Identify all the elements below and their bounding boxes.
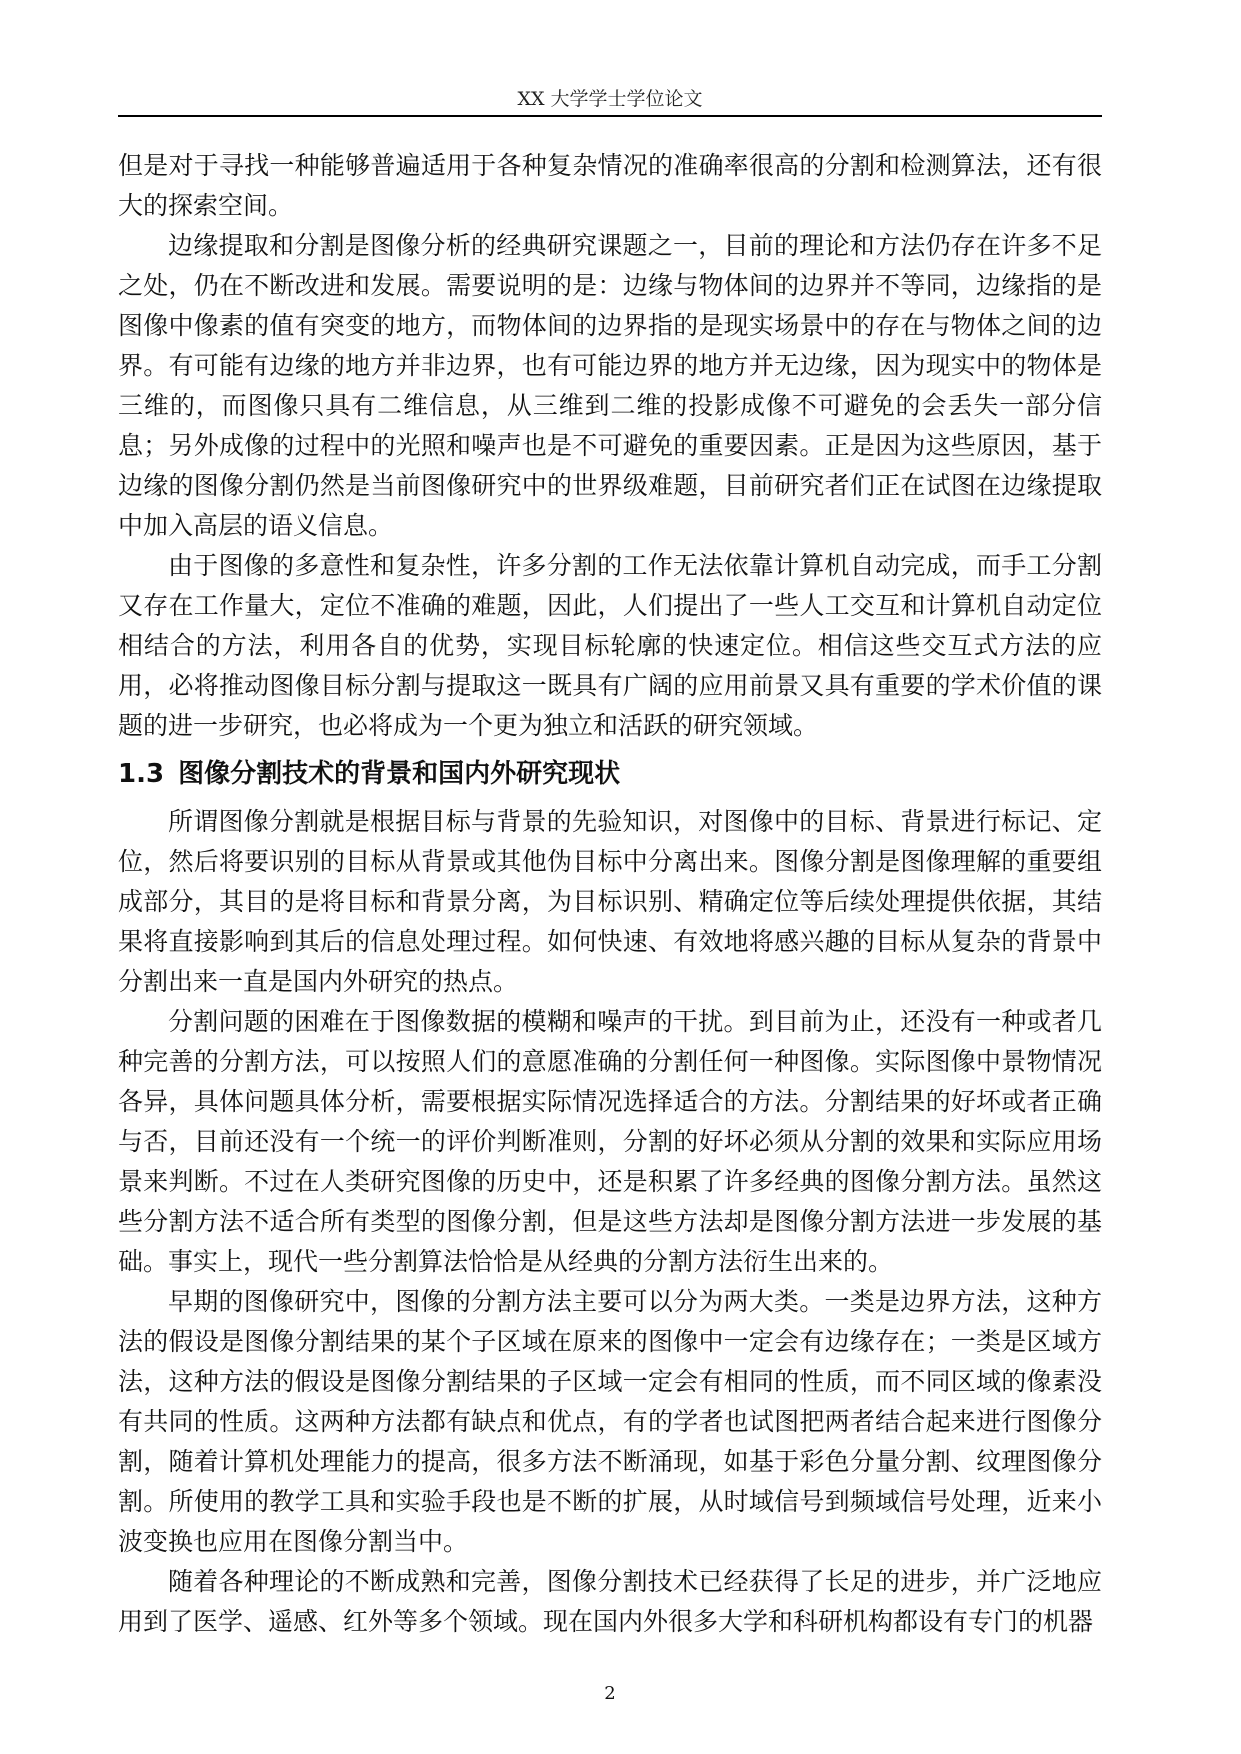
paragraph: 早期的图像研究中，图像的分割方法主要可以分为两大类。一类是边界方法，这种方法的假设是图像分割结果的某个子区域在原来的图像中一定会有边缘存在；一类是区域方法，这种方法的假设是图像分割结果的子区域一定会有相同的性质，而不同区域的像素没有共同的性质。这两种方法都有缺点和优点，有的学者也试图把两者结合起来进行图像分割，随着计算机处理能力的提高，很多方法不断涌现，如基于彩色分量分割、纹理图像分割。所使用的教学工具和实验手段也是不断的扩展，从时域信号到频域信号处理，近来小波变换也应用在图像分割当中。: [118, 1287, 1102, 1556]
section-number: 1.3: [118, 759, 165, 789]
paragraph: 边缘提取和分割是图像分析的经典研究课题之一，目前的理论和方法仍存在许多不足之处，仍在不断改进和发展。需要说明的是：边缘与物体间的边界并不等同，边缘指的是图像中像素的值有突变的地方，而物体间的边界指的是现实场景中的存在与物体之间的边界。有可能有边缘的地方并非边界，也有可能边界的地方并无边缘，因为现实中的物体是三维的，而图像只具有二维信息，从三维到二维的投影成像不可避免的会丢失一部分信息；另外成像的过程中的光照和噪声也是不可避免的重要因素。正是因为这些原因，基于边缘的图像分割仍然是当前图像研究中的世界级难题，目前研究者们正在试图在边缘提取中加入高层的语义信息。: [118, 231, 1102, 540]
paragraph: 所谓图像分割就是根据目标与背景的先验知识，对图像中的目标、背景进行标记、定位，然后将要识别的目标从背景或其他伪目标中分离出来。图像分割是图像理解的重要组成部分，其目的是将目标和背景分离，为目标识别、精确定位等后续处理提供依据，其结果将直接影响到其后的信息处理过程。如何快速、有效地将感兴趣的目标从复杂的背景中分割出来一直是国内外研究的热点。: [118, 807, 1102, 996]
section-heading: [118, 752, 1102, 796]
page-number: 2: [604, 1683, 616, 1704]
paragraph: 分割问题的困难在于图像数据的模糊和噪声的干扰。到目前为止，还没有一种或者几种完善的分割方法，可以按照人们的意愿准确的分割任何一种图像。实际图像中景物情况各异，具体问题具体分析，需要根据实际情况选择适合的方法。分割结果的好坏或者正确与否，目前还没有一个统一的评价判断准则，分割的好坏必须从分割的效果和实际应用场景来判断。不过在人类研究图像的历史中，还是积累了许多经典的图像分割方法。虽然这些分割方法不适合所有类型的图像分割，但是这些方法却是图像分割方法进一步发展的基础。事实上，现代一些分割算法恰恰是从经典的分割方法衍生出来的。: [118, 1007, 1102, 1276]
paragraph: 但是对于寻找一种能够普遍适用于各种复杂情况的准确率很高的分割和检测算法，还有很大的探索空间。: [118, 151, 1102, 220]
body-text: [118, 146, 1102, 1642]
header-rule: [118, 115, 1102, 117]
paragraph: 由于图像的多意性和复杂性，许多分割的工作无法依靠计算机自动完成，而手工分割又存在工作量大，定位不准确的难题，因此，人们提出了一些人工交互和计算机自动定位相结合的方法，利用各自的优势，实现目标轮廓的快速定位。相信这些交互式方法的应用，必将推动图像目标分割与提取这一既具有广阔的应用前景又具有重要的学术价值的课题的进一步研究，也必将成为一个更为独立和活跃的研究领域。: [118, 551, 1102, 740]
section-title: 图像分割技术的背景和国内外研究现状: [178, 759, 621, 789]
running-header: XX 大学学士学位论文: [517, 88, 703, 110]
paragraph: 随着各种理论的不断成熟和完善，图像分割技术已经获得了长足的进步，并广泛地应用到了医学、遥感、红外等多个领域。现在国内外很多大学和科研机构都设有专门的机器: [118, 1567, 1102, 1636]
